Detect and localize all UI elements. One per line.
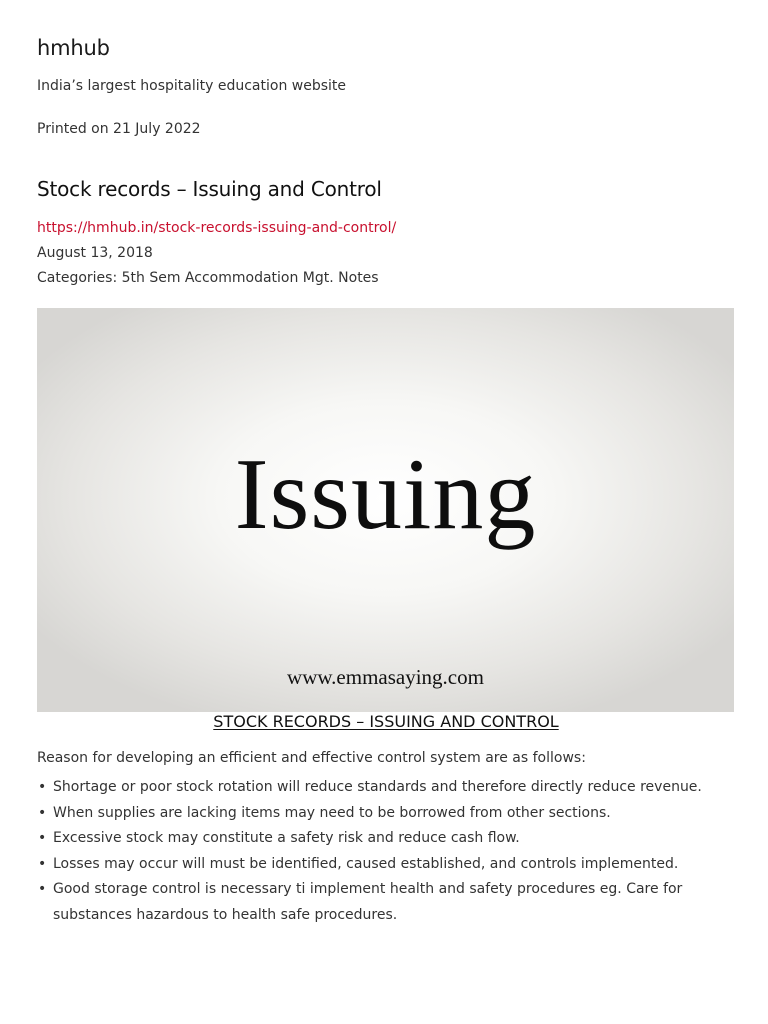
list-item [37, 801, 737, 827]
bullet-icon: • [38, 881, 47, 897]
list-item [37, 826, 737, 852]
list-item-text: Shortage or poor stock rotation will reduce standards and therefore directly reduce revenue. [53, 779, 702, 795]
list-item [37, 852, 737, 878]
bullet-icon: • [38, 855, 47, 872]
list-item [37, 775, 737, 801]
bullet-icon: • [38, 830, 47, 846]
reasons-list [37, 775, 737, 928]
list-item-text: Losses may occur will must be identified, caused established, and controls implemented. [53, 855, 679, 872]
image-title-text: Issuing [234, 438, 537, 551]
list-item [37, 877, 737, 928]
article-title: Stock records – Issuing and Control [37, 177, 382, 201]
image-credit-text: www.emmasaying.com [287, 665, 484, 689]
intro-paragraph: Reason for developing an efficient and effective control system are as follows: [37, 750, 586, 766]
bullet-icon: • [38, 804, 47, 821]
printed-date: Printed on 21 July 2022 [37, 121, 201, 137]
article-categories: Categories: 5th Sem Accommodation Mgt. Notes [37, 270, 379, 286]
site-name[interactable]: hmhub [37, 36, 110, 60]
article-meta [37, 216, 396, 291]
featured-image [37, 308, 734, 712]
list-item-text: When supplies are lacking items may need to be borrowed from other sections. [53, 804, 611, 821]
list-item-text: Excessive stock may constitute a safety risk and reduce cash flow. [53, 830, 520, 846]
article-date: August 13, 2018 [37, 245, 153, 261]
site-tagline: India’s largest hospitality education website [37, 78, 346, 94]
bullet-icon: • [38, 779, 47, 795]
list-item-text: Good storage control is necessary ti implement health and safety procedures eg. Care for substances hazardous to health safe procedures. [53, 881, 683, 923]
section-heading: STOCK RECORDS – ISSUING AND CONTROL [213, 712, 559, 731]
article-url-link[interactable]: https://hmhub.in/stock-records-issuing-and-control/ [37, 220, 397, 236]
